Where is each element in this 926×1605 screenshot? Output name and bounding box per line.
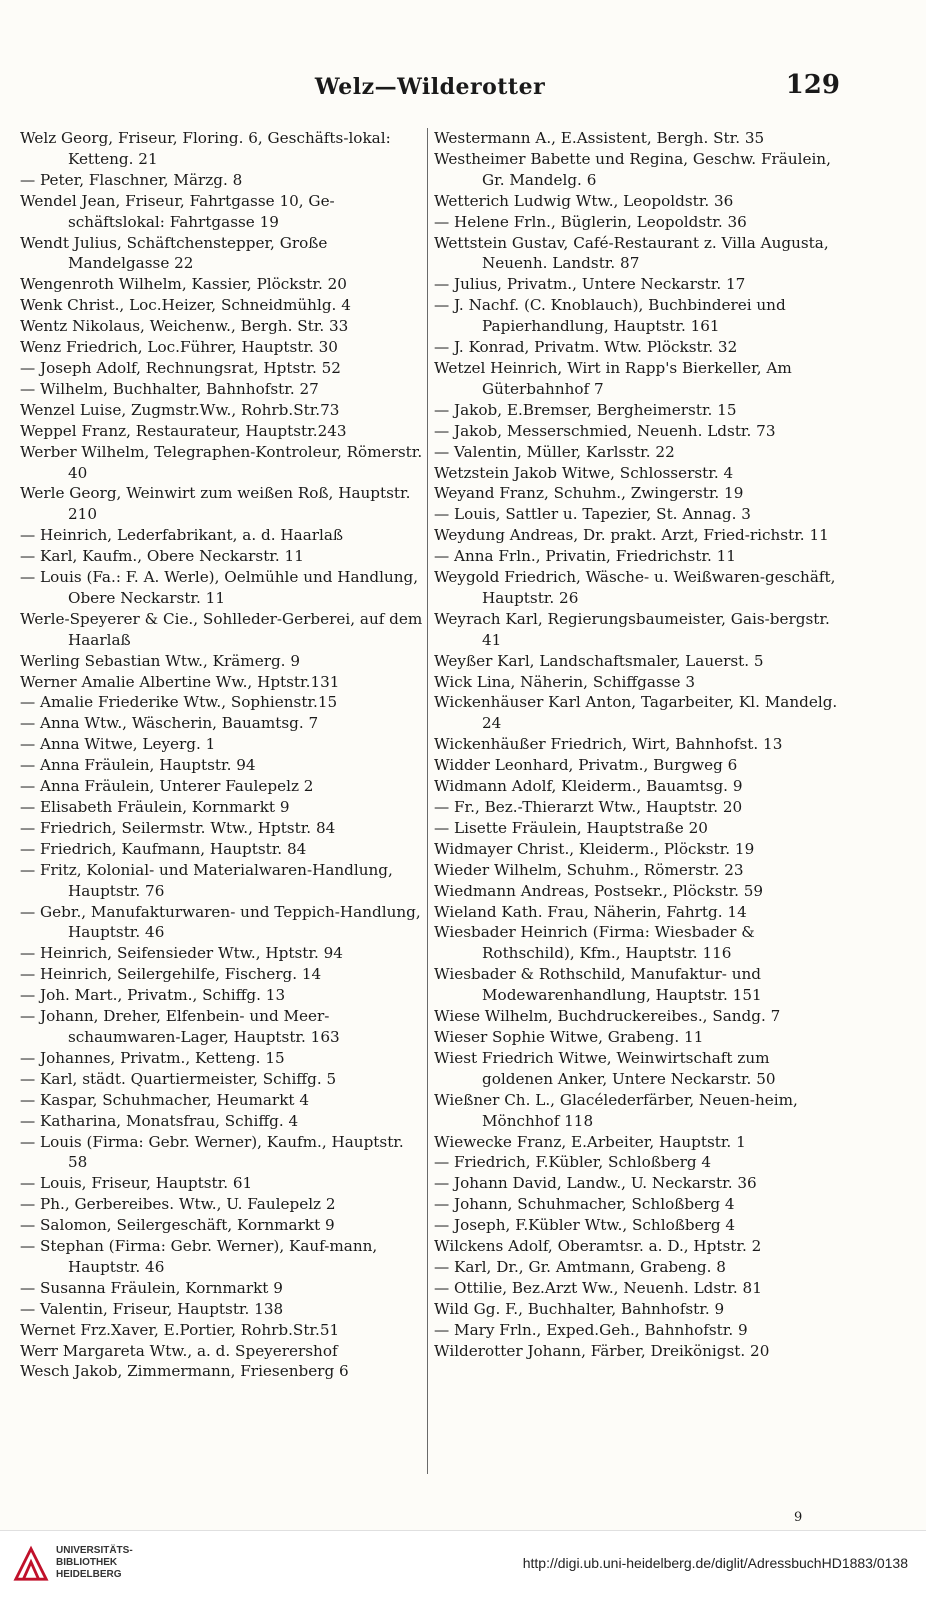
- directory-entry: — Karl, städt. Quartiermeister, Schiffg. 5: [20, 1069, 337, 1088]
- directory-entry: Westermann A., E.Assistent, Bergh. Str. 35: [434, 129, 765, 147]
- source-url-link[interactable]: http://digi.ub.uni-heidelberg.de/diglit/AdressbuchHD1883/0138: [522, 1555, 908, 1571]
- directory-entry: — Kaspar, Schuhmacher, Heumarkt 4: [20, 1090, 309, 1109]
- directory-entry: — Johannes, Privatm., Ketteng. 15: [20, 1048, 285, 1067]
- directory-entry: — Salomon, Seilergeschäft, Kornmarkt 9: [20, 1216, 335, 1235]
- directory-entry: — Louis (Fa.: F. A. Werle), Oelmühle und Handlung, Obere Neckarstr. 11: [20, 568, 419, 607]
- directory-entry: Weyßer Karl, Landschaftsmaler, Lauerst. 5: [434, 651, 764, 670]
- directory-entry: Werner Amalie Albertine Ww., Hptstr.131: [20, 672, 340, 691]
- directory-entry: Widder Leonhard, Privatm., Burgweg 6: [434, 756, 738, 775]
- directory-entry: — Ottilie, Bez.Arzt Ww., Neuenh. Ldstr. 81: [434, 1278, 762, 1297]
- directory-entry: — Anna Witwe, Leyerg. 1: [20, 735, 216, 754]
- library-name-line: HEIDELBERG: [56, 1569, 122, 1580]
- directory-entry: — Friedrich, Kaufmann, Hauptstr. 84: [20, 839, 307, 858]
- directory-entry: Westheimer Babette und Regina, Geschw. Fräulein, Gr. Mandelg. 6: [434, 149, 831, 189]
- directory-entry: — Joseph, F.Kübler Wtw., Schloßberg 4: [434, 1216, 736, 1235]
- directory-entry: — Stephan (Firma: Gebr. Werner), Kauf-mann, Hauptstr. 46: [20, 1237, 378, 1276]
- directory-entry: Wenz Friedrich, Loc.Führer, Hauptstr. 30: [20, 338, 338, 357]
- library-name-line: BIBLIOTHEK: [56, 1557, 118, 1568]
- directory-entry: Weppel Franz, Restaurateur, Hauptstr.243: [20, 421, 347, 440]
- directory-entry: — Wilhelm, Buchhalter, Bahnhofstr. 27: [20, 379, 319, 398]
- directory-entry: — Louis, Friseur, Hauptstr. 61: [20, 1174, 253, 1193]
- library-name-line: UNIVERSITÄTS-: [56, 1545, 133, 1556]
- directory-entry: Wetterich Ludwig Wtw., Leopoldstr. 36: [434, 191, 734, 210]
- directory-entry: — Fr., Bez.-Thierarzt Wtw., Hauptstr. 20: [434, 798, 743, 816]
- directory-entry: Wiedmann Andreas, Postsekr., Plöckstr. 59: [434, 881, 764, 900]
- directory-entry: — Anna Fräulein, Unterer Faulepelz 2: [20, 777, 314, 796]
- directory-entry: Wenzel Luise, Zugmstr.Ww., Rohrb.Str.73: [20, 400, 340, 419]
- directory-entry: Werle Georg, Weinwirt zum weißen Roß, Hauptstr. 210: [20, 484, 411, 524]
- directory-entry: — Louis (Firma: Gebr. Werner), Kaufm., Hauptstr. 58: [20, 1132, 404, 1172]
- page-header: [20, 70, 840, 110]
- directory-entry: — Joh. Mart., Privatm., Schiffg. 13: [20, 986, 286, 1005]
- directory-entry: Werber Wilhelm, Telegraphen-Kontroleur, Römerstr. 40: [20, 442, 423, 482]
- directory-entry: Wilderotter Johann, Färber, Dreikönigst. 20: [434, 1341, 770, 1360]
- directory-entry: — Karl, Kaufm., Obere Neckarstr. 11: [20, 547, 304, 566]
- directory-entry: — Katharina, Monatsfrau, Schiffg. 4: [20, 1111, 299, 1130]
- directory-entry: — Jakob, E.Bremser, Bergheimerstr. 15: [434, 400, 737, 419]
- directory-entry: Wiesbader Heinrich (Firma: Wiesbader & Rothschild), Kfm., Hauptstr. 116: [434, 923, 755, 963]
- directory-entry: Wetzel Heinrich, Wirt in Rapp's Bierkeller, Am Güterbahnhof 7: [434, 358, 792, 398]
- directory-entry: Wentz Nikolaus, Weichenw., Bergh. Str. 33: [20, 317, 349, 336]
- directory-entry: Wießner Ch. L., Glacélederfärber, Neuen-heim, Mönchhof 118: [434, 1090, 798, 1130]
- directory-entry: Wilckens Adolf, Oberamtsr. a. D., Hptstr. 2: [434, 1237, 762, 1256]
- directory-entry: Wenk Christ., Loc.Heizer, Schneidmühlg. 4: [20, 296, 351, 315]
- directory-entry: Widmann Adolf, Kleiderm., Bauamtsg. 9: [434, 777, 743, 796]
- directory-entry: — J. Nachf. (C. Knoblauch), Buchbinderei und Papierhandlung, Hauptstr. 161: [434, 296, 786, 336]
- directory-entry: Wettstein Gustav, Café-Restaurant z. Villa Augusta, Neuenh. Landstr. 87: [434, 233, 829, 273]
- directory-entry: — Gebr., Manufakturwaren- und Teppich-Handlung, Hauptstr. 46: [20, 902, 421, 942]
- directory-entry: Wesch Jakob, Zimmermann, Friesenberg 6: [20, 1362, 349, 1381]
- running-title: Welz—Wilderotter: [314, 74, 546, 100]
- directory-entry: Werling Sebastian Wtw., Krämerg. 9: [20, 651, 300, 670]
- directory-entry: — Heinrich, Lederfabrikant, a. d. Haarlaß: [20, 526, 344, 545]
- directory-entry: — Amalie Friederike Wtw., Sophienstr.15: [20, 693, 338, 712]
- directory-entry: — Anna Frln., Privatin, Friedrichstr. 11: [434, 547, 736, 566]
- directory-entry: — Karl, Dr., Gr. Amtmann, Grabeng. 8: [434, 1257, 726, 1276]
- directory-entry: Wiewecke Franz, E.Arbeiter, Hauptstr. 1: [434, 1132, 746, 1151]
- page-number: 129: [785, 70, 840, 100]
- directory-entry: Weydung Andreas, Dr. prakt. Arzt, Fried-richstr. 11: [434, 526, 829, 545]
- directory-entry: Wickenhäuser Karl Anton, Tagarbeiter, Kl. Mandelg. 24: [434, 693, 838, 733]
- directory-entry: — Louis, Sattler u. Tapezier, St. Annag. 3: [434, 505, 751, 524]
- directory-entry: Weyand Franz, Schuhm., Zwingerstr. 19: [434, 484, 744, 503]
- directory-entry: — Heinrich, Seifensieder Wtw., Hptstr. 94: [20, 944, 343, 963]
- directory-entry: Wetzstein Jakob Witwe, Schlosserstr. 4: [434, 463, 734, 482]
- directory-entry: — Friedrich, F.Kübler, Schloßberg 4: [434, 1153, 712, 1172]
- directory-entry: Wendel Jean, Friseur, Fahrtgasse 10, Ge-schäftslokal: Fahrtgasse 19: [20, 191, 335, 231]
- directory-entry: — Helene Frln., Büglerin, Leopoldstr. 36: [434, 212, 747, 231]
- directory-entry: Widmayer Christ., Kleiderm., Plöckstr. 19: [434, 839, 755, 858]
- directory-entry: — Julius, Privatm., Untere Neckarstr. 17: [434, 275, 746, 294]
- directory-entry: — Anna Wtw., Wäscherin, Bauamtsg. 7: [20, 714, 319, 733]
- directory-entry: Wick Lina, Näherin, Schiffgasse 3: [434, 672, 696, 691]
- directory-entry: — Joseph Adolf, Rechnungsrat, Hptstr. 52: [20, 358, 341, 377]
- directory-entry: Wieder Wilhelm, Schuhm., Römerstr. 23: [434, 860, 744, 879]
- library-name: [56, 1545, 133, 1581]
- directory-entry: Wieland Kath. Frau, Näherin, Fahrtg. 14: [434, 902, 747, 921]
- directory-entry: — Ph., Gerbereibes. Wtw., U. Faulepelz 2: [20, 1195, 336, 1214]
- directory-entry: — Johann, Schuhmacher, Schloßberg 4: [434, 1195, 735, 1214]
- directory-entry: — Mary Frln., Exped.Geh., Bahnhofstr. 9: [434, 1320, 748, 1339]
- directory-entry: — Susanna Fräulein, Kornmarkt 9: [20, 1278, 283, 1297]
- left-column: [20, 128, 425, 1382]
- directory-entry: — Anna Fräulein, Hauptstr. 94: [20, 756, 256, 775]
- directory-entry: Weygold Friedrich, Wäsche- u. Weißwaren-geschäft, Hauptstr. 26: [434, 568, 836, 607]
- directory-entry: — Johann David, Landw., U. Neckarstr. 36: [434, 1174, 757, 1193]
- right-column: [434, 128, 839, 1361]
- directory-entry: — Fritz, Kolonial- und Materialwaren-Handlung, Hauptstr. 76: [20, 860, 393, 900]
- directory-entry: — Jakob, Messerschmied, Neuenh. Ldstr. 73: [434, 421, 776, 440]
- directory-entry: Werr Margareta Wtw., a. d. Speyerershof: [20, 1341, 338, 1360]
- directory-entry: Weyrach Karl, Regierungsbaumeister, Gais-bergstr. 41: [434, 609, 830, 649]
- directory-entry: Wiesbader & Rothschild, Manufaktur- und Modewarenhandlung, Hauptstr. 151: [434, 965, 762, 1005]
- directory-entry: — Valentin, Müller, Karlsstr. 22: [434, 442, 675, 461]
- directory-entry: — Valentin, Friseur, Hauptstr. 138: [20, 1299, 284, 1318]
- signature-mark: 9: [794, 1510, 803, 1525]
- directory-entry: Wernet Frz.Xaver, E.Portier, Rohrb.Str.51: [20, 1320, 340, 1339]
- directory-entry: — Lisette Fräulein, Hauptstraße 20: [434, 818, 708, 837]
- directory-entry: — Johann, Dreher, Elfenbein- und Meer-schaumwaren-Lager, Hauptstr. 163: [20, 1007, 340, 1046]
- directory-entry: — Elisabeth Fräulein, Kornmarkt 9: [20, 798, 290, 816]
- library-logo-icon: [12, 1545, 50, 1583]
- directory-entry: Wendt Julius, Schäftchenstepper, Große Mandelgasse 22: [20, 233, 328, 273]
- directory-entry: — J. Konrad, Privatm. Wtw. Plöckstr. 32: [434, 338, 738, 357]
- directory-entry: — Friedrich, Seilermstr. Wtw., Hptstr. 84: [20, 818, 336, 837]
- directory-entry: — Heinrich, Seilergehilfe, Fischerg. 14: [20, 965, 322, 984]
- directory-entry: Wieser Sophie Witwe, Grabeng. 11: [434, 1027, 704, 1046]
- directory-entry: Wickenhäußer Friedrich, Wirt, Bahnhofst. 13: [434, 735, 783, 754]
- directory-entry: Welz Georg, Friseur, Floring. 6, Geschäfts-lokal: Ketteng. 21: [20, 129, 391, 168]
- directory-entry: — Peter, Flaschner, Märzg. 8: [20, 170, 243, 189]
- directory-entry: Wild Gg. F., Buchhalter, Bahnhofstr. 9: [434, 1299, 725, 1318]
- directory-entry: Wiese Wilhelm, Buchdruckereibes., Sandg. 7: [434, 1007, 781, 1026]
- directory-entry: Werle-Speyerer & Cie., Sohlleder-Gerberei, auf dem Haarlaß: [20, 609, 423, 649]
- library-footer: [0, 1530, 926, 1605]
- column-divider: [427, 128, 428, 1474]
- directory-entry: Wiest Friedrich Witwe, Weinwirtschaft zum goldenen Anker, Untere Neckarstr. 50: [434, 1048, 776, 1088]
- directory-entry: Wengenroth Wilhelm, Kassier, Plöckstr. 20: [20, 275, 347, 294]
